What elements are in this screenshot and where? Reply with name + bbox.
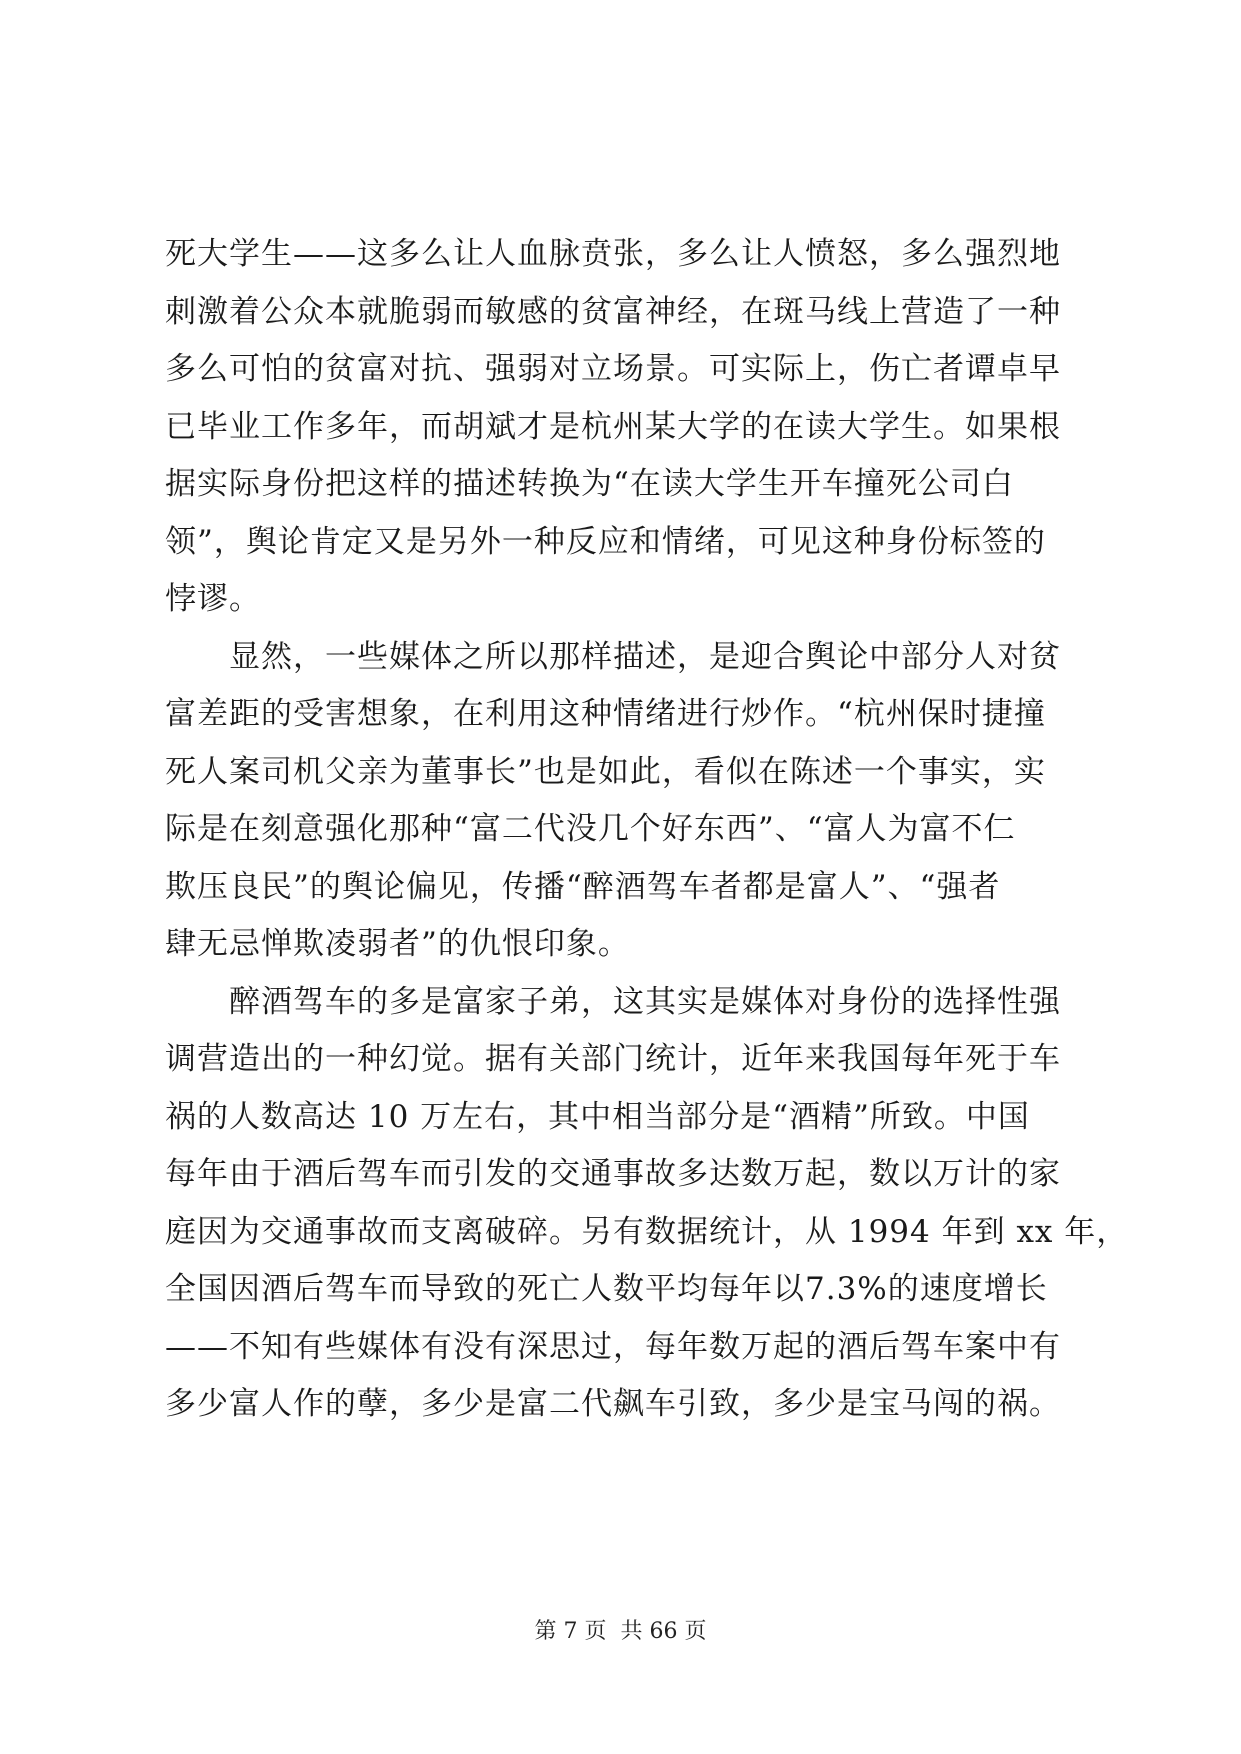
text-line: 欺压良民”的舆论偏见，传播“醉酒驾车者都是富人”、“强者	[165, 868, 1001, 905]
text-line: 悖谬。	[165, 581, 261, 617]
text-line: 调营造出的一种幻觉。据有关部门统计，近年来我国每年死于车	[165, 1041, 1061, 1077]
page-number-label: 第 7 页 共 66 页	[534, 1619, 707, 1644]
text-line: 死大学生——这多么让人血脉贲张，多么让人愤怒，多么强烈地	[165, 236, 1061, 272]
text-line: 已毕业工作多年，而胡斌才是杭州某大学的在读大学生。如果根	[165, 408, 1061, 445]
text-line: 领”，舆论肯定又是另外一种反应和情绪，可见这种身份标签的	[165, 523, 1046, 560]
text-line: 富差距的受害想象，在利用这种情绪进行炒作。“杭州保时捷撞	[165, 696, 1046, 732]
text-line: 祸的人数高达 10 万左右，其中相当部分是“酒精”所致。中国	[165, 1098, 1030, 1135]
text-line: 刺激着公众本就脆弱而敏感的贫富神经，在斑马线上营造了一种	[165, 293, 1061, 330]
text-line: 多么可怕的贫富对抗、强弱对立场景。可实际上，伤亡者谭卓早	[165, 351, 1061, 387]
text-line: ——不知有些媒体有没有深思过，每年数万起的酒后驾车案中有	[165, 1328, 1061, 1365]
text-line: 多少富人作的孽，多少是富二代飙车引致，多少是宝马闯的祸。	[165, 1386, 1061, 1422]
text-line: 每年由于酒后驾车而引发的交通事故多达数万起，数以万计的家	[165, 1156, 1061, 1192]
text-line: 醉酒驾车的多是富家子弟，这其实是媒体对身份的选择性强	[165, 983, 1061, 1020]
text-line: 庭因为交通事故而支离破碎。另有数据统计，从 1994 年到 xx 年，	[165, 1213, 1129, 1250]
text-line: 显然，一些媒体之所以那样描述，是迎合舆论中部分人对贫	[165, 638, 1061, 675]
text-line: 据实际身份把这样的描述转换为“在读大学生开车撞死公司白	[165, 466, 1014, 502]
body-text	[165, 226, 1129, 1434]
page-footer	[0, 1617, 1241, 1647]
text-line: 死人案司机父亲为董事长”也是如此，看似在陈述一个事实，实	[165, 753, 1046, 790]
text-line: 肆无忌惮欺凌弱者”的仇恨印象。	[165, 926, 630, 962]
text-line: 际是在刻意强化那种“富二代没几个好东西”、“富人为富不仁	[165, 811, 1016, 847]
text-line: 全国因酒后驾车而导致的死亡人数平均每年以7.3%的速度增长	[165, 1271, 1048, 1307]
